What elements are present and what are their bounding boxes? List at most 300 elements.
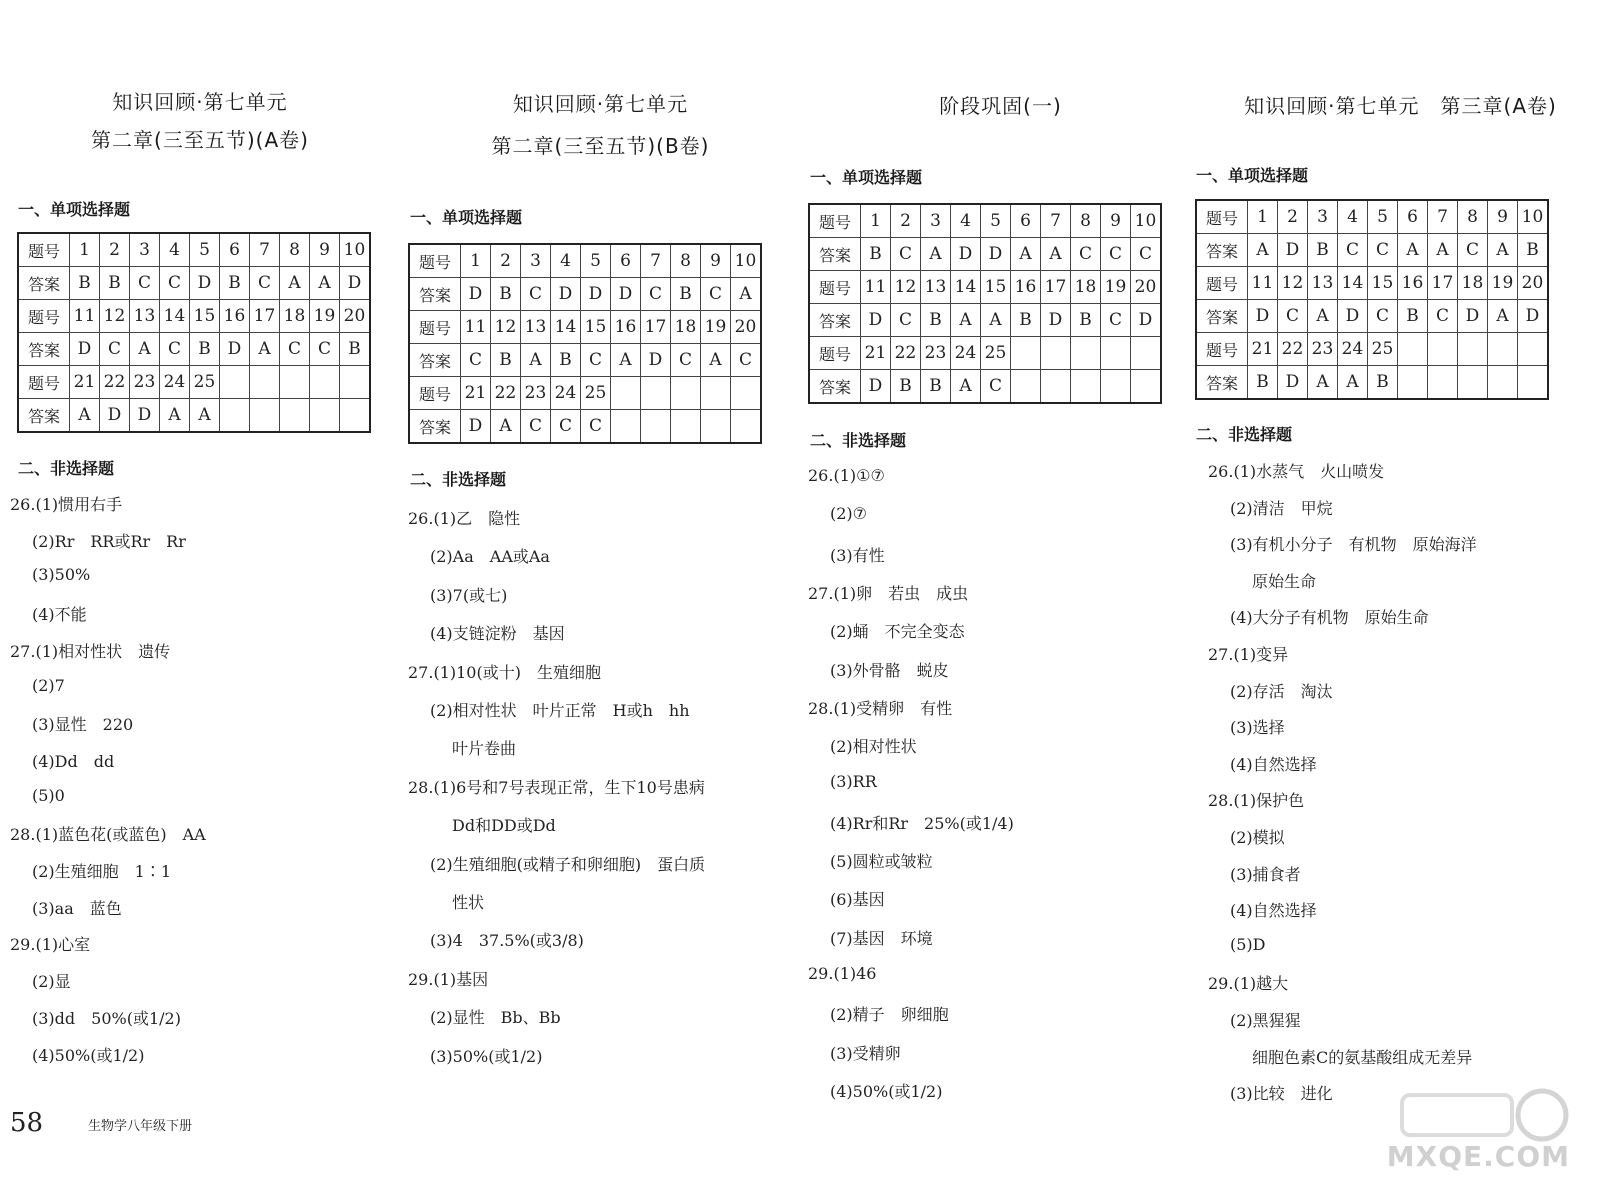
answer-cell: B	[491, 344, 521, 377]
answer-cell: C	[1428, 300, 1458, 333]
column-4	[1196, 0, 1593, 1195]
row-header-cell: 答案	[18, 399, 70, 433]
answer-cell: A	[130, 333, 160, 366]
section-single-choice: 一、单项选择题	[410, 208, 523, 227]
answer-cell: D	[461, 410, 491, 444]
answer-cell	[340, 399, 371, 433]
answer-table	[1195, 199, 1549, 400]
answer-cell: D	[220, 333, 250, 366]
answer-line: 29.(1)心室	[10, 935, 91, 955]
column-title-line2: 第二章(三至五节)(A卷)	[91, 128, 309, 152]
answer-line: (4)Rr和Rr 25%(或1/4)	[830, 813, 1014, 833]
answer-cell: A	[280, 267, 310, 300]
answer-cell	[731, 410, 762, 444]
answer-cell: C	[130, 267, 160, 300]
answer-cell: D	[981, 238, 1011, 271]
answer-cell: A	[160, 399, 190, 433]
answer-cell: C	[671, 344, 701, 377]
answer-cell: C	[581, 410, 611, 444]
table-row	[1196, 234, 1548, 267]
answer-line: (3)选择	[1230, 718, 1285, 738]
answer-line: 原始生命	[1252, 571, 1317, 591]
answer-cell: 12	[100, 300, 130, 333]
answer-cell: 23	[521, 377, 551, 410]
answer-cell	[1518, 366, 1549, 400]
answer-cell	[1071, 337, 1101, 370]
answer-cell: 6	[1011, 204, 1041, 238]
answer-cell	[1101, 370, 1131, 404]
table-row	[809, 304, 1161, 337]
answer-cell: 8	[1458, 200, 1488, 234]
row-header-cell: 题号	[18, 233, 70, 267]
answer-cell	[1131, 370, 1162, 404]
column-title-line1: 阶段巩固(一)	[939, 94, 1062, 118]
answer-line: (3)外骨骼 蜕皮	[830, 660, 949, 680]
answer-table	[17, 232, 371, 433]
page-number: 58	[10, 1108, 44, 1138]
answer-cell: 11	[461, 311, 491, 344]
answer-cell: 22	[100, 366, 130, 399]
answer-line: (6)基因	[830, 890, 885, 910]
answer-cell: D	[1458, 300, 1488, 333]
answer-cell: D	[340, 267, 371, 300]
answer-cell: C	[461, 344, 491, 377]
answer-cell: D	[1278, 366, 1308, 400]
answer-cell	[1101, 337, 1131, 370]
row-header-cell: 答案	[1196, 234, 1248, 267]
answer-cell: A	[1488, 300, 1518, 333]
answer-line: (5)0	[32, 785, 65, 805]
answer-cell: C	[1278, 300, 1308, 333]
answer-cell	[1398, 366, 1428, 400]
answer-cell: 24	[1338, 333, 1368, 366]
answer-cell	[1458, 366, 1488, 400]
row-header-cell: 答案	[1196, 366, 1248, 400]
table-row	[409, 344, 761, 377]
answer-cell: 1	[70, 233, 100, 267]
row-header-cell: 题号	[809, 271, 861, 304]
table-row	[409, 311, 761, 344]
answer-line: 28.(1)保护色	[1208, 791, 1305, 811]
answer-line: (5)D	[1230, 934, 1266, 954]
answer-cell: A	[921, 238, 951, 271]
answer-cell: D	[190, 267, 220, 300]
answer-line: (3)捕食者	[1230, 864, 1301, 884]
answer-line: (2)存活 淘汰	[1230, 681, 1333, 701]
row-header-cell: 题号	[18, 300, 70, 333]
answer-line: (3)4 37.5%(或3/8)	[430, 931, 584, 951]
answer-cell: 14	[951, 271, 981, 304]
answer-cell: 3	[130, 233, 160, 267]
answer-cell: D	[581, 278, 611, 311]
answer-cell: 1	[1248, 200, 1278, 234]
answer-line: 29.(1)46	[808, 963, 877, 983]
answer-table	[808, 203, 1162, 404]
answer-cell: 24	[951, 337, 981, 370]
section-single-choice: 一、单项选择题	[18, 200, 131, 219]
answer-cell: 2	[891, 204, 921, 238]
answer-cell: C	[1338, 234, 1368, 267]
answer-cell: B	[1071, 304, 1101, 337]
answer-cell: 22	[1278, 333, 1308, 366]
column-title-line2: 第二章(三至五节)(B卷)	[491, 134, 710, 158]
answer-cell: C	[701, 278, 731, 311]
answer-cell: B	[891, 370, 921, 404]
answer-cell: 19	[701, 311, 731, 344]
answer-cell	[340, 366, 371, 399]
row-header-cell: 题号	[409, 244, 461, 278]
table-row	[809, 271, 1161, 304]
answer-cell: B	[220, 267, 250, 300]
answer-line: 27.(1)变异	[1208, 645, 1289, 664]
answer-line: (2)7	[32, 675, 65, 695]
answer-cell	[641, 377, 671, 410]
answer-cell: 25	[981, 337, 1011, 370]
row-header-cell: 答案	[809, 304, 861, 337]
answer-cell: 1	[861, 204, 891, 238]
answer-cell: 16	[1011, 271, 1041, 304]
answer-cell: C	[891, 304, 921, 337]
answer-cell: 9	[1101, 204, 1131, 238]
answer-cell: A	[1488, 234, 1518, 267]
answer-cell	[1428, 366, 1458, 400]
answer-line: (3)有性	[830, 545, 885, 565]
answer-cell: D	[1131, 304, 1162, 337]
answer-cell: 12	[1278, 267, 1308, 300]
answer-line: (2)显	[32, 972, 71, 992]
answer-line: (3)有机小分子 有机物 原始海洋	[1230, 535, 1477, 555]
answer-cell: A	[1011, 238, 1041, 271]
answer-cell: 4	[951, 204, 981, 238]
table-row	[18, 366, 370, 399]
answer-cell: C	[1071, 238, 1101, 271]
answer-cell: 19	[1101, 271, 1131, 304]
answer-cell: 18	[1071, 271, 1101, 304]
answer-cell: 17	[1428, 267, 1458, 300]
answer-cell: 25	[1368, 333, 1398, 366]
answer-cell: C	[521, 278, 551, 311]
answer-cell: B	[1518, 234, 1549, 267]
answer-cell: D	[100, 399, 130, 433]
answer-cell: 23	[921, 337, 951, 370]
answer-cell: 21	[1248, 333, 1278, 366]
answer-cell: 22	[891, 337, 921, 370]
answer-cell: 17	[250, 300, 280, 333]
row-header-cell: 答案	[409, 278, 461, 311]
answer-line: (4)自然选择	[1230, 754, 1317, 774]
answer-line: (2)Rr RR或Rr Rr	[32, 531, 186, 551]
answer-cell: 24	[160, 366, 190, 399]
answer-cell: A	[981, 304, 1011, 337]
section-non-choice: 二、非选择题	[1196, 425, 1293, 444]
answer-cell: C	[1101, 238, 1131, 271]
answer-cell: 11	[861, 271, 891, 304]
answer-cell: 5	[190, 233, 220, 267]
table-row	[809, 337, 1161, 370]
answer-line: 26.(1)水蒸气 火山喷发	[1208, 462, 1385, 481]
answer-cell	[1488, 333, 1518, 366]
answer-cell	[1518, 333, 1549, 366]
answer-cell: C	[1368, 234, 1398, 267]
answer-cell: C	[280, 333, 310, 366]
answer-cell: A	[1308, 366, 1338, 400]
answer-cell: B	[100, 267, 130, 300]
answer-cell: 17	[1041, 271, 1071, 304]
answer-cell: 13	[521, 311, 551, 344]
answer-cell	[1071, 370, 1101, 404]
answer-cell: C	[310, 333, 340, 366]
answer-cell: 8	[671, 244, 701, 278]
answer-cell	[671, 410, 701, 444]
answer-cell: D	[461, 278, 491, 311]
answer-cell: C	[551, 410, 581, 444]
answer-cell: 25	[581, 377, 611, 410]
table-row	[18, 333, 370, 366]
answer-line: 叶片卷曲	[452, 739, 517, 759]
answer-cell: 13	[921, 271, 951, 304]
answer-cell	[250, 399, 280, 433]
answer-cell	[1398, 333, 1428, 366]
answer-line: (2)精子 卵细胞	[830, 1005, 949, 1025]
answer-line: (7)基因 环境	[830, 928, 933, 948]
answer-cell: C	[891, 238, 921, 271]
table-row	[1196, 300, 1548, 333]
answer-line: (2)显性 Bb、Bb	[430, 1008, 561, 1028]
section-non-choice: 二、非选择题	[18, 459, 115, 478]
answer-cell: 14	[160, 300, 190, 333]
answer-cell: 16	[611, 311, 641, 344]
row-header-cell: 答案	[409, 344, 461, 377]
answer-cell: B	[861, 238, 891, 271]
answer-line: (4)50%(或1/2)	[830, 1081, 943, 1101]
answer-cell: B	[1011, 304, 1041, 337]
answer-cell: 10	[731, 244, 762, 278]
answer-cell: 5	[981, 204, 1011, 238]
answer-line: (3)7(或七)	[430, 585, 508, 605]
answer-cell: 14	[1338, 267, 1368, 300]
row-header-cell: 答案	[1196, 300, 1248, 333]
answer-line: (3)显性 220	[32, 715, 134, 735]
answer-cell	[671, 377, 701, 410]
row-header-cell: 答案	[809, 238, 861, 271]
answer-cell: 10	[1131, 204, 1162, 238]
answer-cell: 1	[461, 244, 491, 278]
answer-line: (3)50%(或1/2)	[430, 1046, 543, 1066]
answer-cell: A	[1308, 300, 1338, 333]
answer-cell: 6	[220, 233, 250, 267]
answer-cell: B	[921, 370, 951, 404]
answer-line: (2)相对性状	[830, 737, 917, 757]
answer-cell: B	[1248, 366, 1278, 400]
answer-line: (4)大分子有机物 原始生命	[1230, 608, 1429, 628]
answer-cell: B	[921, 304, 951, 337]
answer-cell: C	[250, 267, 280, 300]
answer-cell: A	[491, 410, 521, 444]
answer-cell: 15	[190, 300, 220, 333]
row-header-cell: 题号	[809, 337, 861, 370]
answer-cell: 22	[491, 377, 521, 410]
answer-cell: 3	[921, 204, 951, 238]
answer-cell: 18	[280, 300, 310, 333]
answer-line: (4)自然选择	[1230, 901, 1317, 921]
answer-cell: 4	[1338, 200, 1368, 234]
answer-cell: 7	[641, 244, 671, 278]
answer-cell: 15	[1368, 267, 1398, 300]
answer-cell: 2	[1278, 200, 1308, 234]
answer-cell: B	[551, 344, 581, 377]
answer-cell	[250, 366, 280, 399]
answer-cell	[1041, 370, 1071, 404]
section-single-choice: 一、单项选择题	[810, 168, 923, 187]
answer-cell: D	[551, 278, 581, 311]
answer-cell: 9	[1488, 200, 1518, 234]
table-row	[409, 244, 761, 278]
answer-cell: C	[521, 410, 551, 444]
answer-cell: 13	[130, 300, 160, 333]
answer-cell: D	[861, 370, 891, 404]
column-3	[808, 0, 1193, 1195]
answer-line: (2)生殖细胞 1∶1	[32, 862, 172, 881]
column-title-line1: 知识回顾·第七单元	[512, 92, 689, 116]
answer-cell	[310, 366, 340, 399]
answer-line: 29.(1)越大	[1208, 974, 1289, 994]
answer-cell: A	[70, 399, 100, 433]
answer-cell: 18	[1458, 267, 1488, 300]
table-row	[1196, 200, 1548, 234]
answer-cell: 4	[551, 244, 581, 278]
answer-line: 性状	[452, 893, 485, 912]
answer-cell: 13	[1308, 267, 1338, 300]
answer-cell: 2	[100, 233, 130, 267]
answer-cell: C	[641, 278, 671, 311]
table-row	[1196, 366, 1548, 400]
answer-cell: A	[611, 344, 641, 377]
answer-cell: 11	[1248, 267, 1278, 300]
answer-cell: 6	[1398, 200, 1428, 234]
answer-cell: D	[70, 333, 100, 366]
answer-cell: C	[100, 333, 130, 366]
answer-cell: D	[130, 399, 160, 433]
answer-cell: 20	[1518, 267, 1549, 300]
answer-cell: D	[861, 304, 891, 337]
answer-cell: A	[310, 267, 340, 300]
answer-cell: 16	[1398, 267, 1428, 300]
book-title: 生物学八年级下册	[88, 1119, 193, 1134]
answer-cell: 11	[70, 300, 100, 333]
answer-cell: 7	[250, 233, 280, 267]
table-row	[1196, 267, 1548, 300]
answer-line: 28.(1)受精卵 有性	[808, 698, 953, 718]
answer-cell: 17	[641, 311, 671, 344]
row-header-cell: 答案	[409, 410, 461, 444]
answer-line: (2)Aa AA或Aa	[430, 547, 550, 567]
answer-cell	[611, 377, 641, 410]
row-header-cell: 答案	[18, 333, 70, 366]
answer-cell: 10	[340, 233, 371, 267]
answer-cell: C	[160, 267, 190, 300]
row-header-cell: 答案	[809, 370, 861, 404]
answer-line: Dd和DD或Dd	[452, 816, 556, 836]
row-header-cell: 题号	[809, 204, 861, 238]
answer-cell: B	[190, 333, 220, 366]
answer-line: (2)蛹 不完全变态	[830, 622, 965, 642]
answer-cell: 8	[1071, 204, 1101, 238]
answer-cell: A	[951, 370, 981, 404]
answer-line: 27.(1)10(或十) 生殖细胞	[408, 662, 601, 682]
answer-cell	[220, 399, 250, 433]
table-row	[409, 278, 761, 311]
answer-line: (3)dd 50%(或1/2)	[32, 1008, 181, 1028]
answer-cell: 4	[160, 233, 190, 267]
answer-cell: D	[1041, 304, 1071, 337]
answer-cell: B	[340, 333, 371, 366]
answer-cell	[280, 366, 310, 399]
answer-cell: A	[1338, 366, 1368, 400]
answer-line: 29.(1)基因	[408, 969, 489, 989]
answer-line: (2)黑猩猩	[1230, 1011, 1301, 1030]
answer-cell	[1458, 333, 1488, 366]
answer-cell: D	[641, 344, 671, 377]
table-row	[18, 267, 370, 300]
answer-cell: 21	[861, 337, 891, 370]
answer-line: 26.(1)惯用右手	[10, 495, 123, 514]
answer-cell: C	[981, 370, 1011, 404]
answer-cell: C	[1131, 238, 1162, 271]
section-non-choice: 二、非选择题	[810, 431, 907, 450]
answer-cell	[641, 410, 671, 444]
answer-cell: C	[1458, 234, 1488, 267]
answer-cell: B	[1368, 366, 1398, 400]
answer-cell: B	[671, 278, 701, 311]
answer-table	[408, 243, 762, 444]
answer-cell: 14	[551, 311, 581, 344]
answer-cell: C	[1368, 300, 1398, 333]
table-row	[809, 370, 1161, 404]
answer-cell: 21	[70, 366, 100, 399]
column-title-line1: 知识回顾·第七单元	[112, 90, 288, 114]
answer-line: (2)相对性状 叶片正常 H或h hh	[430, 701, 690, 720]
answer-cell: 15	[981, 271, 1011, 304]
column-title-line1: 知识回顾·第七单元 第三章(A卷)	[1244, 94, 1557, 118]
section-non-choice: 二、非选择题	[410, 470, 507, 489]
answer-cell: A	[701, 344, 731, 377]
answer-cell	[310, 399, 340, 433]
answer-cell	[1488, 366, 1518, 400]
row-header-cell: 题号	[1196, 200, 1248, 234]
table-row	[809, 238, 1161, 271]
answer-line: 28.(1)蓝色花(或蓝色) AA	[10, 825, 206, 845]
answer-cell: 16	[220, 300, 250, 333]
answer-cell	[1428, 333, 1458, 366]
answer-cell: B	[1398, 300, 1428, 333]
answer-cell: 18	[671, 311, 701, 344]
table-row	[18, 233, 370, 267]
answer-line: (4)支链淀粉 基因	[430, 624, 565, 644]
answer-line: (4)不能	[32, 605, 87, 625]
answer-cell: 5	[581, 244, 611, 278]
answer-line: (2)清洁 甲烷	[1230, 498, 1333, 518]
answer-cell	[701, 410, 731, 444]
answer-cell: 6	[611, 244, 641, 278]
answer-cell: 19	[310, 300, 340, 333]
answer-cell: 3	[1308, 200, 1338, 234]
table-row	[409, 377, 761, 410]
column-2	[408, 0, 793, 1195]
answer-cell: 7	[1041, 204, 1071, 238]
answer-cell: B	[1308, 234, 1338, 267]
answer-cell: A	[1248, 234, 1278, 267]
answer-cell: 3	[521, 244, 551, 278]
